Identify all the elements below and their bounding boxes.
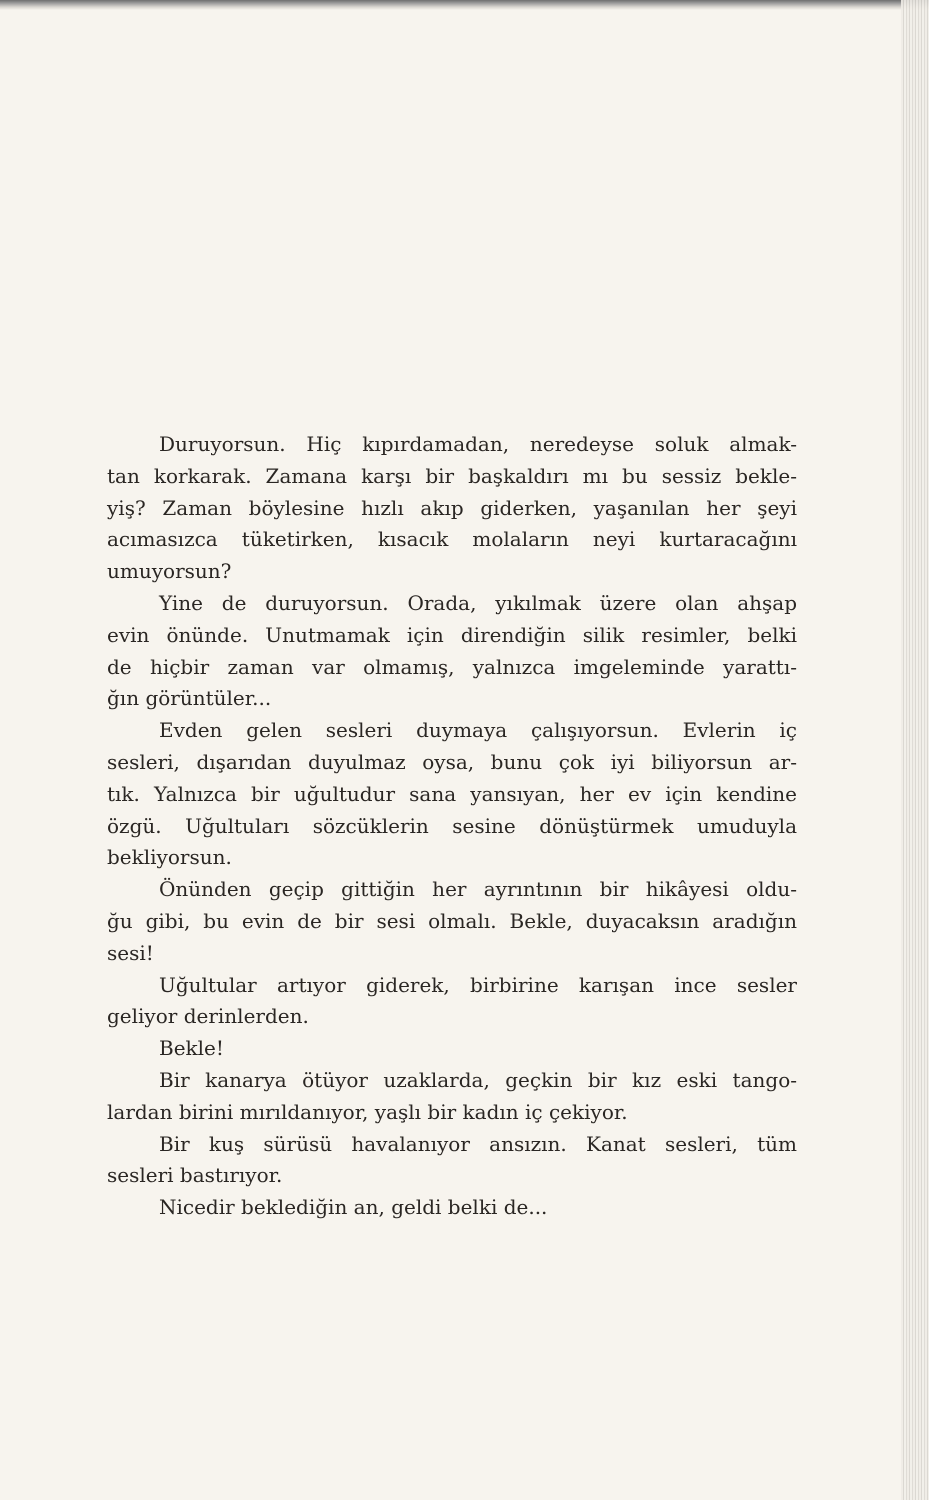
paragraph-5	[107, 970, 797, 1034]
text-line: ğu gibi, bu evin de bir sesi olmalı. Bekle, duyacaksın aradığın	[107, 908, 797, 933]
paragraph-8	[107, 1129, 797, 1193]
text-line: Nicedir beklediğin an, geldi belki de...	[159, 1195, 548, 1220]
paragraph-3	[107, 715, 797, 874]
text-line: Evden gelen sesleri duymaya çalışıyorsun. Evlerin iç	[159, 718, 797, 743]
text-line: ğın görüntüler...	[107, 686, 272, 711]
text-line: Uğultular artıyor giderek, birbirine karışan ince sesler	[159, 972, 797, 997]
text-line: tan korkarak. Zamana karşı bir başkaldırı mı bu sessiz bekle-	[107, 463, 797, 488]
text-line: Bir kuş sürüsü havalanıyor ansızın. Kanat sesleri, tüm	[159, 1131, 797, 1156]
text-line: bekliyorsun.	[107, 845, 232, 870]
body-text	[107, 429, 797, 1224]
text-line: evin önünde. Unutmamak için direndiğin silik resimler, belki	[107, 622, 797, 647]
text-line: acımasızca tüketirken, kısacık molaların neyi kurtaracağını	[107, 527, 797, 552]
page-edge	[901, 0, 929, 1500]
text-line: lardan birini mırıldanıyor, yaşlı bir kadın iç çekiyor.	[107, 1099, 628, 1124]
text-line: Önünden geçip gittiğin her ayrıntının bir hikâyesi oldu-	[159, 877, 797, 902]
text-line: Duruyorsun. Hiç kıpırdamadan, neredeyse soluk almak-	[159, 432, 797, 456]
scan-top-shadow	[0, 0, 929, 10]
paragraph-1	[107, 429, 797, 588]
text-line: özgü. Uğultuları sözcüklerin sesine dönüştürmek umuduyla	[107, 813, 797, 838]
text-line: sesleri, dışarıdan duyulmaz oysa, bunu çok iyi biliyorsun ar-	[107, 749, 797, 774]
text-line: sesleri bastırıyor.	[107, 1163, 283, 1188]
paragraph-6	[107, 1033, 797, 1065]
text-line: Bir kanarya ötüyor uzaklarda, geçkin bir kız eski tango-	[159, 1067, 797, 1092]
text-line: geliyor derinlerden.	[107, 1004, 309, 1029]
text-line: Yine de duruyorsun. Orada, yıkılmak üzere olan ahşap	[159, 590, 797, 615]
paragraph-7	[107, 1065, 797, 1129]
paragraph-4	[107, 874, 797, 969]
text-line: yiş? Zaman böylesine hızlı akıp giderken, yaşanılan her şeyi	[107, 495, 797, 520]
paragraph-9	[107, 1192, 797, 1224]
text-line: de hiçbir zaman var olmamış, yalnızca imgeleminde yarattı-	[107, 654, 797, 679]
paragraph-2	[107, 588, 797, 715]
text-line: umuyorsun?	[107, 559, 232, 584]
text-line: sesi!	[107, 940, 154, 965]
text-line: Bekle!	[159, 1036, 224, 1061]
text-line: tık. Yalnızca bir uğultudur sana yansıyan, her ev için kendine	[107, 781, 797, 806]
